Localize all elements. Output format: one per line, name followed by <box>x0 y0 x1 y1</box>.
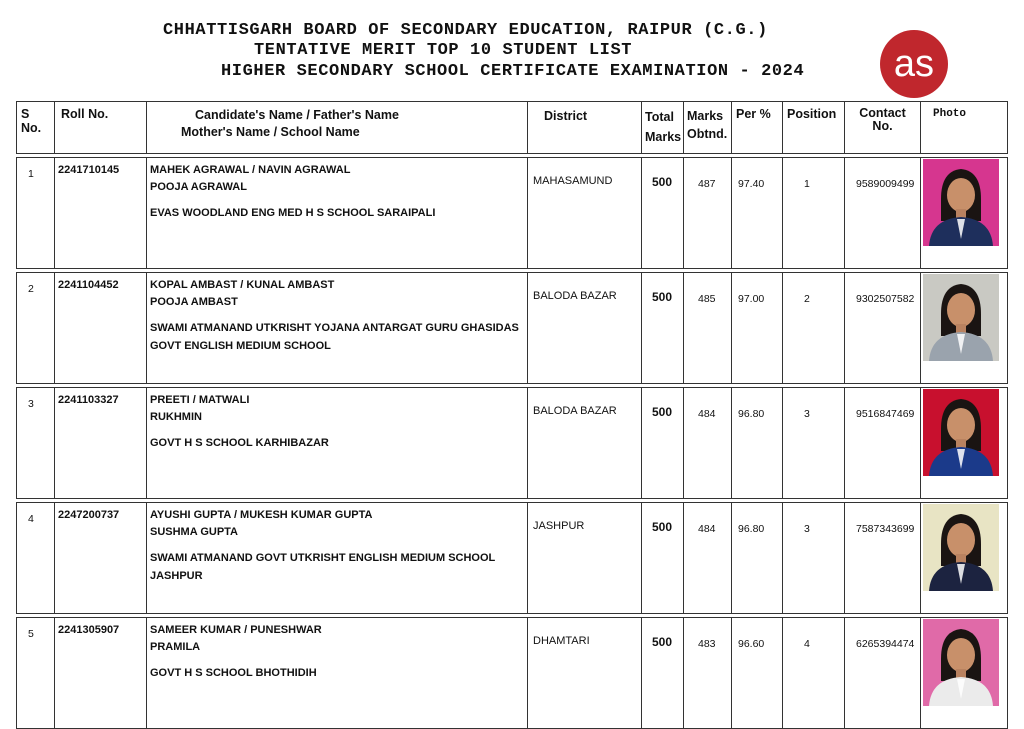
col-marks-line2: Obtnd. <box>687 127 728 141</box>
col-photo: Photo <box>921 102 1008 154</box>
col-contact-line2: No. <box>872 119 893 133</box>
cell-name <box>147 388 528 499</box>
photo-face <box>947 523 975 557</box>
col-total <box>642 102 684 154</box>
school-name: SWAMI ATMANAND GOVT UTKRISHT ENGLISH MEDIUM SCHOOL JASHPUR <box>150 552 496 582</box>
col-contact-line1: Contact <box>859 106 906 120</box>
cell-photo <box>921 388 1008 499</box>
cell-total: 500 <box>642 273 684 384</box>
mother-name: PRAMILA <box>150 641 201 653</box>
table-row <box>17 273 1008 384</box>
cell-sno: 5 <box>17 618 55 729</box>
cell-roll: 2241305907 <box>55 618 147 729</box>
student-photo <box>923 274 999 361</box>
cell-contact: 9302507582 <box>845 273 921 384</box>
cell-position: 3 <box>783 503 845 614</box>
cell-sno: 3 <box>17 388 55 499</box>
cell-marks: 484 <box>684 388 732 499</box>
col-contact <box>845 102 921 154</box>
school-name: EVAS WOODLAND ENG MED H S SCHOOL SARAIPALI <box>150 207 436 219</box>
cell-photo <box>921 618 1008 729</box>
cell-position: 3 <box>783 388 845 499</box>
cell-contact: 6265394474 <box>845 618 921 729</box>
candidate-father-name: MAHEK AGRAWAL / NAVIN AGRAWAL <box>150 164 351 176</box>
cell-roll: 2241104452 <box>55 273 147 384</box>
exam-title: HIGHER SECONDARY SCHOOL CERTIFICATE EXAMINATION - 2024 <box>221 62 805 81</box>
col-marks-line1: Marks <box>687 109 724 123</box>
cell-contact: 9516847469 <box>845 388 921 499</box>
col-name-line2: Mother's Name / School Name <box>181 125 360 139</box>
col-name <box>147 102 528 154</box>
cell-total: 500 <box>642 503 684 614</box>
cell-sno: 2 <box>17 273 55 384</box>
cell-position: 2 <box>783 273 845 384</box>
logo-text: as <box>893 43 935 85</box>
header-row <box>17 102 1008 154</box>
cell-sno: 1 <box>17 158 55 269</box>
photo-face <box>947 638 975 672</box>
candidate-father-name: AYUSHI GUPTA / MUKESH KUMAR GUPTA <box>150 509 373 521</box>
student-photo <box>923 619 999 706</box>
cell-district: JASHPUR <box>528 503 642 614</box>
mother-name: POOJA AGRAWAL <box>150 181 247 193</box>
cell-total: 500 <box>642 618 684 729</box>
col-total-line2: Marks <box>645 130 682 144</box>
school-name: GOVT H S SCHOOL KARHIBAZAR <box>150 437 329 449</box>
school-name: GOVT H S SCHOOL BHOTHIDIH <box>150 667 317 679</box>
cell-per: 96.80 <box>732 503 783 614</box>
cell-name <box>147 158 528 269</box>
cell-name <box>147 503 528 614</box>
cell-photo <box>921 503 1008 614</box>
table-row <box>17 618 1008 729</box>
mother-name: RUKHMIN <box>150 411 202 423</box>
cell-position: 1 <box>783 158 845 269</box>
cell-roll: 2247200737 <box>55 503 147 614</box>
cell-marks: 485 <box>684 273 732 384</box>
cell-district: BALODA BAZAR <box>528 388 642 499</box>
cell-roll: 2241103327 <box>55 388 147 499</box>
cell-district: BALODA BAZAR <box>528 273 642 384</box>
cell-total: 500 <box>642 388 684 499</box>
student-photo <box>923 504 999 591</box>
col-position: Position <box>783 102 845 154</box>
cell-marks: 487 <box>684 158 732 269</box>
cell-photo <box>921 158 1008 269</box>
col-per: Per % <box>732 102 783 154</box>
photo-face <box>947 178 975 212</box>
photo-face <box>947 293 975 327</box>
cell-marks: 484 <box>684 503 732 614</box>
student-photo <box>923 159 999 246</box>
cell-position: 4 <box>783 618 845 729</box>
cell-per: 96.80 <box>732 388 783 499</box>
table-row <box>17 388 1008 499</box>
merit-table <box>16 101 1008 729</box>
cell-roll: 2241710145 <box>55 158 147 269</box>
cell-contact: 7587343699 <box>845 503 921 614</box>
cell-name <box>147 618 528 729</box>
col-marks <box>684 102 732 154</box>
cell-total: 500 <box>642 158 684 269</box>
col-total-line1: Total <box>645 110 674 124</box>
board-title: CHHATTISGARH BOARD OF SECONDARY EDUCATION, RAIPUR (C.G.) <box>163 21 768 40</box>
mother-name: POOJA AMBAST <box>150 296 238 308</box>
table-row <box>17 503 1008 614</box>
cell-per: 97.40 <box>732 158 783 269</box>
table-row <box>17 158 1008 269</box>
cell-per: 97.00 <box>732 273 783 384</box>
col-sno: S No. <box>17 102 55 154</box>
candidate-father-name: KOPAL AMBAST / KUNAL AMBAST <box>150 279 335 291</box>
school-name: SWAMI ATMANAND UTKRISHT YOJANA ANTARGAT GURU GHASIDAS GOVT ENGLISH MEDIUM SCHOOL <box>150 322 519 352</box>
list-title: TENTATIVE MERIT TOP 10 STUDENT LIST <box>254 41 633 60</box>
candidate-father-name: SAMEER KUMAR / PUNESHWAR <box>150 624 322 636</box>
col-district: District <box>528 102 642 154</box>
cell-name <box>147 273 528 384</box>
student-photo <box>923 389 999 476</box>
cell-sno: 4 <box>17 503 55 614</box>
as-logo <box>880 30 948 98</box>
cell-district: MAHASAMUND <box>528 158 642 269</box>
col-name-line1: Candidate's Name / Father's Name <box>195 108 399 122</box>
cell-per: 96.60 <box>732 618 783 729</box>
cell-district: DHAMTARI <box>528 618 642 729</box>
col-roll: Roll No. <box>55 102 147 154</box>
cell-contact: 9589009499 <box>845 158 921 269</box>
mother-name: SUSHMA GUPTA <box>150 526 238 538</box>
photo-face <box>947 408 975 442</box>
cell-marks: 483 <box>684 618 732 729</box>
candidate-father-name: PREETI / MATWALI <box>150 394 250 406</box>
cell-photo <box>921 273 1008 384</box>
